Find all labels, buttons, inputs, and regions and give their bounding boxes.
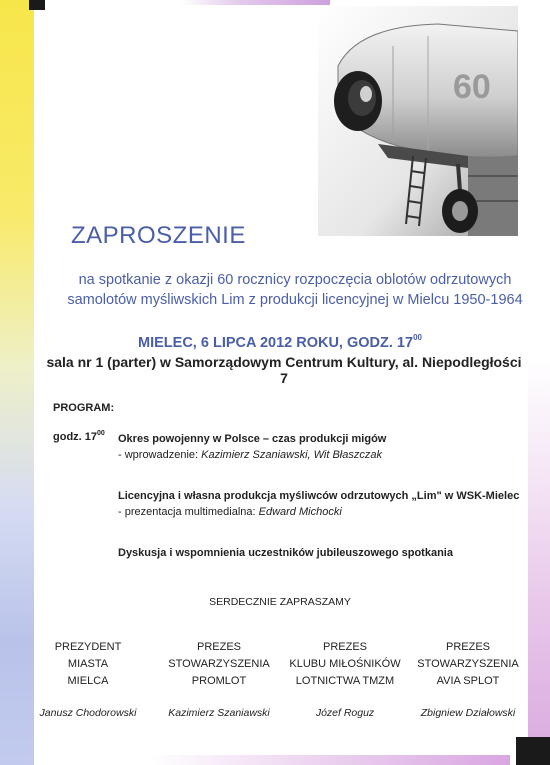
organizer-signature: Janusz Chodorowski bbox=[39, 707, 137, 719]
right-accent-stripe bbox=[528, 360, 550, 740]
program-item bbox=[118, 545, 453, 561]
program-item-detail bbox=[118, 504, 519, 520]
program-time-text: godz. 17 bbox=[53, 431, 98, 443]
invitation-title: ZAPROSZENIE bbox=[71, 222, 246, 249]
program-item-presenters: Edward Michocki bbox=[258, 506, 342, 518]
program-item bbox=[118, 488, 519, 520]
organizer-institution-name: AVIA SPLOT bbox=[436, 675, 500, 687]
event-date-time bbox=[80, 333, 480, 351]
closing-invitation: SERDECZNIE ZAPRASZAMY bbox=[209, 596, 351, 608]
program-label: PROGRAM: bbox=[53, 402, 115, 414]
program-item-detail bbox=[118, 447, 386, 463]
corner-mark-bottom-right bbox=[516, 737, 550, 765]
program-item-detail-label: - wprowadzenie: bbox=[118, 449, 202, 461]
program-item-presenters: Kazimierz Szaniawski, Wit Błaszczak bbox=[201, 449, 382, 461]
organizer-role: PREZES bbox=[445, 641, 490, 653]
organizer-institution-name: PROMLOT bbox=[191, 675, 247, 687]
organizer-role: PREZES bbox=[322, 641, 367, 653]
organizer-institution: MIASTA bbox=[67, 658, 109, 670]
event-description-line-1: na spotkanie z okazji 60 rocznicy rozpoczęcia oblotów odrzutowych bbox=[78, 272, 512, 288]
event-description-line-2: samolotów myśliwskich Lim z produkcji licencyjnej w Mielcu 1950-1964 bbox=[67, 292, 523, 308]
program-item-detail-label: - prezentacja multimedialna: bbox=[118, 506, 259, 518]
program-time-minutes: 00 bbox=[97, 430, 105, 437]
organizer-institution: KLUBU MIŁOŚNIKÓW bbox=[289, 658, 401, 670]
program-item-title: Dyskusja i wspomnienia uczestników jubileuszowego spotkania bbox=[118, 547, 453, 559]
corner-mark-top-left bbox=[29, 0, 45, 10]
bottom-accent-bar bbox=[150, 755, 510, 765]
program-start-time bbox=[53, 430, 105, 443]
organizer-institution-name: MIELCA bbox=[67, 675, 109, 687]
jet-aircraft-photo bbox=[318, 6, 518, 236]
organizer-role: PREZES bbox=[196, 641, 241, 653]
top-accent-bar bbox=[180, 0, 330, 5]
svg-text:60: 60 bbox=[453, 68, 491, 106]
organizer-block bbox=[159, 639, 279, 690]
organizer-institution: STOWARZYSZENIA bbox=[168, 658, 270, 670]
organizer-signature: Zbigniew Działowski bbox=[420, 707, 516, 719]
organizer-institution-name: LOTNICTWA TMZM bbox=[295, 675, 395, 687]
organizer-signature: Józef Roguz bbox=[315, 707, 375, 719]
event-date-text: MIELEC, 6 LIPCA 2012 ROKU, GODZ. 17 bbox=[138, 335, 414, 351]
organizer-role: PREZYDENT bbox=[54, 641, 122, 653]
program-item bbox=[118, 431, 386, 463]
organizer-institution: STOWARZYSZENIA bbox=[417, 658, 519, 670]
program-item-title: Okres powojenny w Polsce – czas produkcji migów bbox=[118, 433, 387, 445]
event-time-minutes: 00 bbox=[413, 333, 422, 342]
event-description bbox=[60, 270, 530, 310]
event-venue: sala nr 1 (parter) w Samorządowym Centrum Kultury, al. Niepodległości 7 bbox=[46, 354, 522, 386]
organizer-signature: Kazimierz Szaniawski bbox=[168, 707, 270, 719]
organizer-block bbox=[408, 639, 528, 690]
program-item-title: Licencyjna i własna produkcja myśliwców odrzutowych „Lim" w WSK-Mielec bbox=[118, 490, 520, 502]
organizer-block bbox=[285, 639, 405, 690]
organizer-block bbox=[28, 639, 148, 690]
